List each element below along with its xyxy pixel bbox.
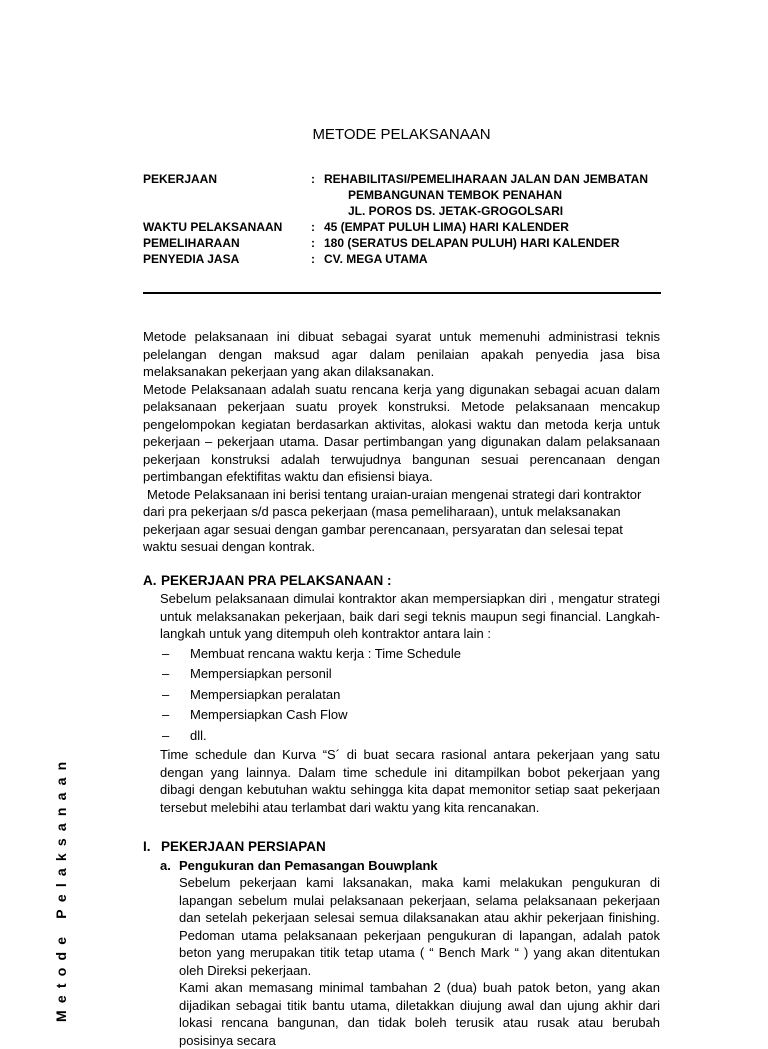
dash-bullet: – bbox=[162, 727, 170, 743]
info-value bbox=[324, 171, 648, 219]
info-separator: : bbox=[311, 252, 315, 266]
info-separator: : bbox=[311, 172, 315, 186]
info-value: 45 (EMPAT PULUH LIMA) HARI KALENDER bbox=[324, 220, 569, 234]
section-paragraph: Sebelum pelaksanaan dimulai kontraktor akan mempersiapkan diri , mengatur strategi untuk melaksanakan pekerjaan, baik dari segi teknis maupun segi financial. Langkah-langkah untuk yang ditempuh oleh kontraktor antara lain : bbox=[160, 591, 660, 641]
header-divider bbox=[143, 292, 661, 294]
list-item-text: Mempersiapkan peralatan bbox=[190, 686, 341, 702]
section-i-heading bbox=[143, 838, 660, 856]
info-row-pemeliharaan bbox=[143, 235, 648, 251]
subsection-a-body bbox=[143, 874, 660, 1049]
list-item bbox=[160, 664, 660, 685]
list-item-text: Mempersiapkan Cash Flow bbox=[190, 707, 348, 722]
info-value-line: REHABILITASI/PEMELIHARAAN JALAN DAN JEMBATAN bbox=[324, 172, 648, 186]
intro-paragraph: Metode Pelaksanaan adalah suatu rencana kerja yang digunakan sebagai acuan dalam pelaksanaan pekerjaan suatu proyek konstruksi. Metode pelaksanaan mencakup pengelompokan kegiatan berdasarkan aktivitas, alokasi waktu dan metoda kerja untuk pekerjaan – pekerjaan utama. Dasar pertimbangan yang digunakan dalam pelaksanaan pekerjaan konstruksi adalah terwujudnya bangunan sesuai perencanaan dengan pertimbangan efektifitas waktu dan efisiensi biaya. bbox=[143, 381, 660, 484]
list-item-text: Membuat rencana waktu kerja : Time Schedule bbox=[190, 645, 461, 661]
section-number: I. bbox=[143, 839, 151, 854]
project-info bbox=[143, 171, 648, 267]
section-title: PEKERJAAN PRA PELAKSANAAN : bbox=[161, 572, 392, 588]
list-item-text: dll. bbox=[190, 727, 207, 743]
intro-paragraph: Metode pelaksanaan ini dibuat sebagai syarat untuk memenuhi administrasi teknis pelelangan dengan maksud agar dalam penilaian apakah penyedia jasa bisa melaksanakan pekerjaan yang akan dilaksanakan. bbox=[143, 329, 660, 379]
list-item bbox=[160, 726, 660, 747]
section-title: PEKERJAAN PERSIAPAN bbox=[161, 839, 326, 854]
info-label: WAKTU PELAKSANAAN bbox=[143, 220, 283, 234]
subsection-paragraph: Kami akan memasang minimal tambahan 2 (dua) buah patok beton, yang akan dijadikan sebagai titik bantu utama, diletakkan diujung awal dan ujung akhir dari lokasi rencana bangunan, dan tidak boleh terusik atau rusak atau berubah posisinya secara bbox=[179, 980, 660, 1048]
section-a-heading bbox=[143, 572, 660, 590]
info-value: 180 (SERATUS DELAPAN PULUH) HARI KALENDER bbox=[324, 236, 620, 250]
subsection-title: Pengukuran dan Pemasangan Bouwplank bbox=[179, 857, 438, 873]
list-item-text: Mempersiapkan personil bbox=[190, 666, 332, 681]
info-value-line: PEMBANGUNAN TEMBOK PENAHAN bbox=[348, 188, 563, 202]
side-label: Metode Pelaksanaan bbox=[53, 754, 69, 1022]
subsection-number: a. bbox=[160, 857, 171, 873]
dash-bullet: – bbox=[162, 707, 170, 722]
intro-paragraph: Metode Pelaksanaan ini berisi tentang uraian-uraian mengenai strategi dari kontraktor dari pra pekerjaan s/d pasca pekerjaan (masa pemeliharaan), untuk melaksanakan pekerjaan agar sesuai dengan gambar perencanaan, persyaratan dan selesai tepat waktu sesuai dengan kontrak. bbox=[143, 486, 642, 554]
document-title: METODE PELAKSANAAN bbox=[312, 126, 491, 143]
section-paragraph: Time schedule dan Kurva “S´ di buat secara rasional antara pekerjaan yang satu dengan yang lainnya. Dalam time schedule ini ditampilkan bobot pekerjaan yang dibagi dengan kebutuhan waktu sehingga kita dapat memonitor setiap saat pekerjaan tersebut melebihi atau terlambat dari waktu yang kita rencanakan. bbox=[160, 747, 660, 815]
list-item bbox=[160, 644, 660, 665]
info-label: PEMELIHARAAN bbox=[143, 236, 240, 250]
section-number: A. bbox=[143, 572, 157, 588]
info-value-line: JL. POROS DS. JETAK-GROGOLSARI bbox=[348, 204, 564, 218]
info-label: PENYEDIA JASA bbox=[143, 252, 240, 266]
dash-bullet: – bbox=[162, 686, 170, 702]
info-separator: : bbox=[311, 220, 315, 234]
preparation-list bbox=[160, 644, 660, 747]
section-a-body bbox=[143, 590, 660, 816]
info-label: PEKERJAAN bbox=[143, 172, 218, 186]
list-item bbox=[160, 705, 660, 726]
info-separator: : bbox=[311, 236, 315, 250]
intro-section bbox=[143, 328, 660, 556]
list-item bbox=[160, 685, 660, 706]
dash-bullet: – bbox=[162, 666, 170, 681]
info-row-penyedia bbox=[143, 251, 648, 267]
subsection-a-heading bbox=[143, 857, 660, 875]
document-body bbox=[143, 328, 660, 1049]
info-row-waktu bbox=[143, 219, 648, 235]
info-row-pekerjaan bbox=[143, 171, 648, 219]
dash-bullet: – bbox=[162, 645, 170, 661]
info-value: CV. MEGA UTAMA bbox=[324, 252, 428, 266]
subsection-paragraph: Sebelum pekerjaan kami laksanakan, maka kami melakukan pengukuran di lapangan sebelum mulai pelaksanaan pekerjaan, selama pelaksanaan pekerjaan dan setelah pekerjaan selesai semua dilaksanakan atau akhir pekerjaan finishing. Pedoman utama pelaksanaan pekerjaan pengukuran di lapangan, adalah patok beton yang merupakan titik tetap utama ( “ Bench Mark “ ) yang akan ditentukan oleh Direksi pekerjaan. bbox=[179, 875, 660, 978]
